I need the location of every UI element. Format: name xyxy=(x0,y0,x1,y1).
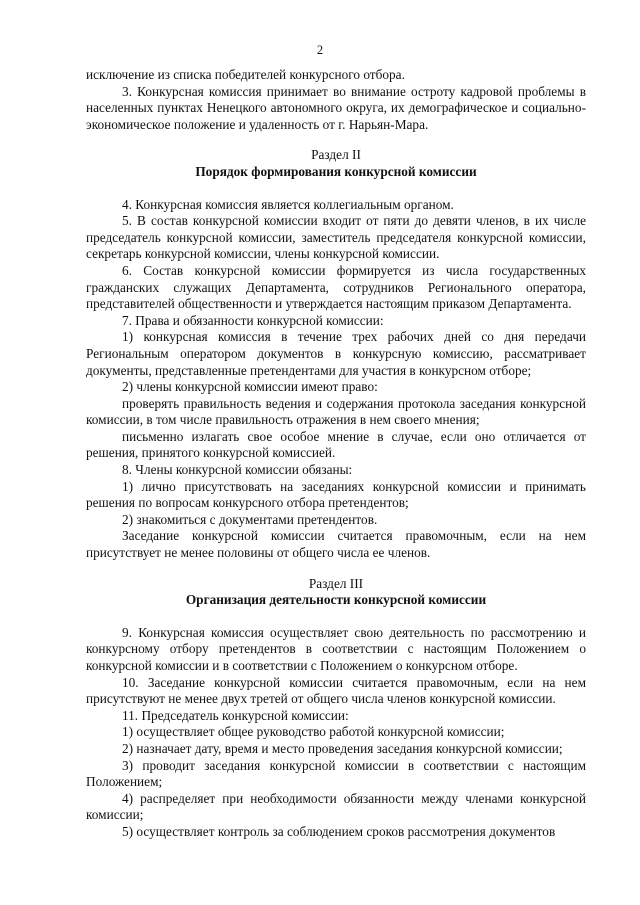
paragraph: 1) лично присутствовать на заседаниях конкурсной комиссии и принимать решения по вопросам конкурсного отбора претендентов; xyxy=(86,478,586,511)
paragraph: 5. В состав конкурсной комиссии входит от пяти до девяти членов, в их числе председатель конкурсной комиссии, заместитель председателя конкурсной комиссии, секретарь конкурсной комиссии, члены конкурсной комиссии. xyxy=(86,213,586,262)
document-body xyxy=(86,67,586,841)
paragraph: 2) знакомиться с документами претендентов. xyxy=(122,511,378,527)
paragraph: 8. Члены конкурсной комиссии обязаны: xyxy=(122,462,353,478)
paragraph: 11. Председатель конкурсной комиссии: xyxy=(122,707,349,723)
paragraph: 2) назначает дату, время и место проведения заседания конкурсной комиссии; xyxy=(122,740,563,756)
paragraph: 1) конкурсная комиссия в течение трех рабочих дней со дня передачи Региональным оператором документов в конкурсную комиссию, рассматривает документы, представленные претендентами для участия в конкурсном отборе; xyxy=(86,329,586,378)
paragraph: исключение из списка победителей конкурсного отбора. xyxy=(86,67,405,82)
section-title: Организация деятельности конкурсной комиссии xyxy=(185,592,487,608)
paragraph: 10. Заседание конкурсной комиссии считается правомочным, если на нем присутствуют не менее двух третей от общего числа членов конкурсной комиссии. xyxy=(86,674,586,707)
section-label: Раздел II xyxy=(311,147,361,163)
paragraph: 5) осуществляет контроль за соблюдением сроков рассмотрения документов xyxy=(122,823,556,839)
paragraph: 7. Права и обязанности конкурсной комиссии: xyxy=(122,312,384,328)
paragraph: 2) члены конкурсной комиссии имеют право: xyxy=(122,379,378,395)
paragraph: проверять правильность ведения и содержания протокола заседания конкурсной комиссии, в том числе правильность отражения в нем своего мнения; xyxy=(86,395,586,428)
section-title: Порядок формирования конкурсной комиссии xyxy=(195,163,477,179)
paragraph: 4. Конкурсная комиссия является коллегиальным органом. xyxy=(122,196,454,212)
paragraph: 9. Конкурсная комиссия осуществляет свою деятельность по рассмотрению и конкурсному отбору претендентов в соответствии с настоящим Положением о конкурсной комиссии и в соответствии с Положением о конкурсном отборе. xyxy=(86,624,586,673)
paragraph: 4) распределяет при необходимости обязанности между членами конкурсной комиссии; xyxy=(86,790,586,823)
paragraph: 6. Состав конкурсной комиссии формируется из числа государственных гражданских служащих Департамента, сотрудников Регионального оператора, представителей общественности и утверждается настоящим приказом Департамента. xyxy=(86,262,586,312)
paragraph: 3) проводит заседания конкурсной комиссии в соответствии с настоящим Положением; xyxy=(86,757,586,790)
paragraph: Заседание конкурсной комиссии считается правомочным, если на нем присутствует не менее половины от общего числа ее членов. xyxy=(86,528,586,561)
paragraph: письменно излагать свое особое мнение в случае, если оно отличается от решения, принятого конкурсной комиссией. xyxy=(86,428,586,461)
paragraph: 3. Конкурсная комиссия принимает во внимание остроту кадровой проблемы в населенных пунктах Ненецкого автономного округа, их демографическое и социально-экономическое положение и удаленность от г. Нарьян-Мара. xyxy=(86,83,586,132)
paragraph: 1) осуществляет общее руководство работой конкурсной комиссии; xyxy=(122,724,505,740)
section-label: Раздел III xyxy=(308,575,364,591)
page-number: 2 xyxy=(316,43,324,57)
